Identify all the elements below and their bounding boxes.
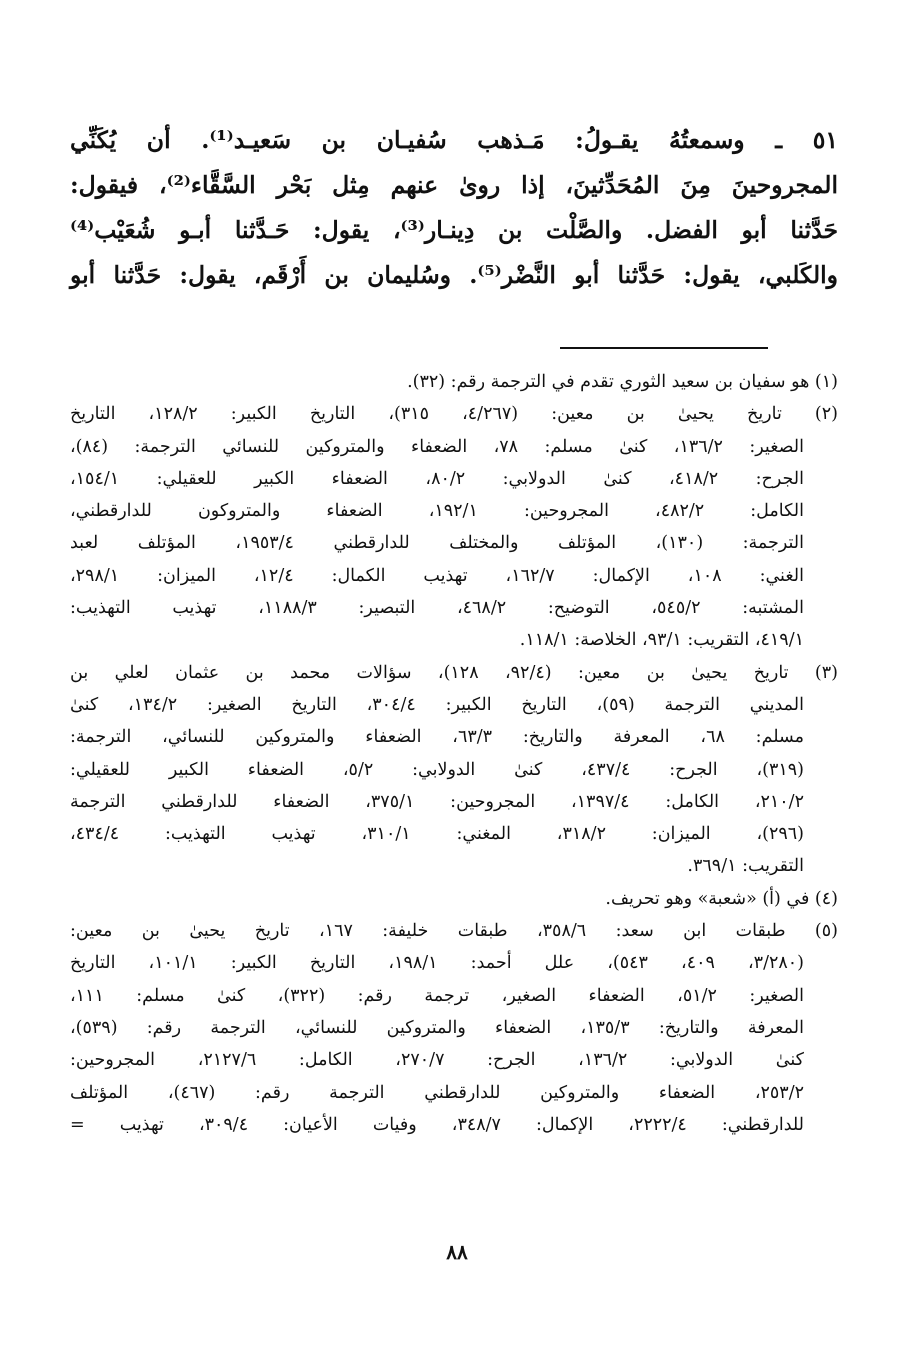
footnote-separator-rule bbox=[560, 347, 768, 349]
footnote-line: (٥) طبقات ابن سعد: ٣٥٨/٦، طبقات خليفة: ١٦٧، تاريخ يحيىٰ بن معين: bbox=[70, 921, 838, 942]
footnote-line: المشتبه: ٥٤٥/٢، التوضيح: ٤٦٨/٢، التبصير: ١١٨٨/٣، تهذيب التهذيب: bbox=[70, 598, 804, 619]
footnote-1 bbox=[70, 366, 838, 398]
footnote-line: الكامل: ٤٨٢/٢، المجروحين: ١٩٢/١، الضعفاء والمتروكون للدارقطني، bbox=[70, 501, 804, 522]
main-text-line: ٥١ ـ وسمعتُهُ يقـولُ: مَـذهب سُفيـان بن سَعيـد⁽¹⁾. أن يُكَنِّي bbox=[70, 126, 839, 154]
footnote-line: (٤) في (أ) «شعبة» وهو تحريف. bbox=[605, 888, 838, 909]
footnote-line: المديني الترجمة (٥٩)، التاريخ الكبير: ٣٠٤/٤، التاريخ الصغير: ١٣٤/٢، كنىٰ bbox=[70, 694, 804, 715]
footnote-line: (٣) تاريخ يحيىٰ بن معين: (٩٢/٤، ١٢٨)، سؤالات محمد بن عثمان لعلي بن bbox=[70, 662, 838, 683]
footnote-line: التقريب: ٣٦٩/١. bbox=[687, 856, 804, 877]
footnote-line: كنىٰ الدولابي: ١٣٦/٢، الجرح: ٢٧٠/٧، الكامل: ٢١٢٧/٦، المجروحين: bbox=[70, 1050, 804, 1071]
main-text-line: حَدَّثنا أبو الفضل. والصَّلْت بن دِينـار⁽³⁾، يقول: حَـدَّثنا أبـو شُعَيْب⁽⁴⁾ bbox=[70, 216, 838, 244]
footnote-line: (٢) تاريخ يحيىٰ بن معين: (٤/٢٦٧، ٣١٥)، التاريخ الكبير: ١٢٨/٢، التاريخ bbox=[70, 404, 838, 425]
main-text-line: المجروحينَ مِنَ المُحَدِّثينَ، إذا روىٰ عنهم مِثل بَحْر السَّقَّاء⁽²⁾، فيقول: bbox=[70, 171, 838, 199]
main-text-line: والكَلبي، يقول: حَدَّثنا أبو النَّضْر⁽⁵⁾. وسُليمان بن أَرْقَم، يقول: حَدَّثنا أبو bbox=[70, 261, 838, 289]
footnote-line: للدارقطني: ٢٢٢٢/٤، الإكمال: ٣٤٨/٧، وفيات الأعيان: ٣٠٩/٤، تهذيب = bbox=[70, 1114, 805, 1135]
footnote-line: ٢١٠/٢، الكامل: ١٣٩٧/٤، المجروحين: ٣٧٥/١، الضعفاء للدارقطني الترجمة bbox=[70, 791, 804, 812]
footnote-line: (١) هو سفيان بن سعيد الثوري تقدم في الترجمة رقم: (٣٢). bbox=[407, 372, 838, 392]
footnote-line: مسلم: ٦٨، المعرفة والتاريخ: ٦٣/٣، الضعفاء والمتروكين للنسائي، الترجمة: bbox=[70, 727, 804, 748]
footnote-line: (٣/٢٨٠، ٤٠٩، ٥٤٣)، علل أحمد: ١٩٨/١، التاريخ الكبير: ١٠١/١، التاريخ bbox=[70, 953, 804, 974]
footnote-3 bbox=[70, 657, 838, 883]
footnote-line: ٤١٩/١، التقريب: ٩٣/١، الخلاصة: ١١٨/١. bbox=[519, 630, 804, 651]
footnote-5 bbox=[70, 915, 838, 1141]
footnote-4 bbox=[70, 883, 838, 915]
footnotes-block bbox=[70, 366, 838, 1141]
footnote-line: (٣١٩)، الجرح: ٤٣٧/٤، كنىٰ الدولابي: ٥/٢، الضعفاء الكبير للعقيلي: bbox=[70, 759, 804, 780]
footnote-line: الترجمة: (١٣٠)، المؤتلف والمختلف للدارقطني ١٩٥٣/٤، المؤتلف لعبد bbox=[70, 533, 804, 554]
footnote-line: الصغير: ٥١/٢، الضعفاء الصغير، ترجمة رقم: (٣٢٢)، كنىٰ مسلم: ١١١، bbox=[70, 985, 804, 1006]
footnote-line: (٢٩٦)، الميزان: ٣١٨/٢، المغني: ٣١٠/١، تهذيب التهذيب: ٤٣٤/٤، bbox=[70, 824, 804, 845]
footnote-line: الغني: ١٠٨، الإكمال: ١٦٢/٧، تهذيب الكمال: ١٢/٤، الميزان: ٢٩٨/١، bbox=[70, 565, 804, 586]
footnote-line: المعرفة والتاريخ: ١٣٥/٣، الضعفاء والمتروكين للنسائي، الترجمة رقم: (٥٣٩)، bbox=[70, 1017, 804, 1038]
footnote-line: الصغير: ١٣٦/٢، كنىٰ مسلم: ٧٨، الضعفاء والمتروكين للنسائي الترجمة: (٨٤)، bbox=[70, 436, 805, 457]
footnote-line: ٢٥٣/٢، الضعفاء والمتروكين للدارقطني الترجمة رقم: (٤٦٧)، المؤتلف bbox=[70, 1082, 804, 1103]
footnote-line: الجرح: ٤١٨/٢، كنىٰ الدولابي: ٨٠/٢، الضعفاء الكبير للعقيلي: ١٥٤/١، bbox=[70, 468, 805, 489]
footnote-2 bbox=[70, 398, 838, 656]
page-number: ٨٨ bbox=[446, 1240, 468, 1264]
main-text-block bbox=[70, 118, 838, 298]
